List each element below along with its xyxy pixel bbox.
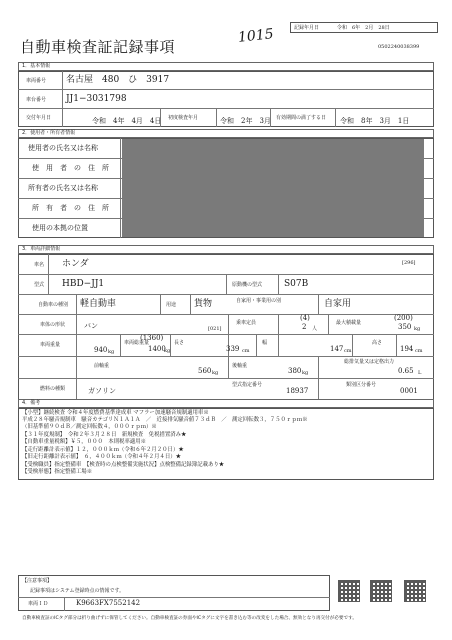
displacement-value: 0.65 bbox=[398, 367, 414, 375]
issue-date-value: 令和 4年 4月 4日 bbox=[92, 117, 162, 125]
section-notes-header: 4．備考 bbox=[18, 399, 434, 408]
qr-code-icon bbox=[370, 580, 392, 602]
body-shape-code: [021] bbox=[208, 326, 222, 332]
gross-weight-label: 車両総重量 bbox=[124, 340, 150, 346]
width-unit: cm bbox=[344, 348, 352, 354]
capacity-value-bracket: (4) bbox=[300, 314, 310, 322]
vehicle-kind-value: 軽自動車 bbox=[80, 299, 117, 309]
gross-weight-value: 1400 bbox=[148, 345, 166, 353]
height-label: 高さ bbox=[372, 340, 383, 346]
vehicle-kind-label: 自動車の種別 bbox=[38, 302, 69, 308]
engine-model-label: 原動機の型式 bbox=[232, 282, 263, 288]
private-business-value: 自家用 bbox=[324, 299, 352, 309]
private-business-label: 自家用・事業用の別 bbox=[236, 298, 282, 304]
body-shape-label: 車体の形状 bbox=[40, 322, 66, 328]
record-date-box bbox=[290, 22, 438, 33]
capacity-value: 2 bbox=[302, 323, 307, 331]
note-line: 【小型】継続検査 令和４年度燃費基準達成車 マフラー加速騒音規制適用車※ bbox=[22, 410, 209, 416]
rear-axle-unit: kg bbox=[302, 370, 309, 376]
classification-value: 0001 bbox=[400, 387, 418, 395]
engine-model-value: S07B bbox=[284, 279, 309, 289]
record-date-value: 令和 6年 2月 28日 bbox=[337, 25, 390, 31]
vehicle-id-label: 車両ＩＤ bbox=[28, 601, 49, 607]
user-address-label: 使 用 者 の 住 所 bbox=[32, 164, 109, 172]
qr-code-icon bbox=[338, 580, 360, 602]
width-label: 幅 bbox=[262, 340, 268, 346]
fuel-type-label: 燃料の種類 bbox=[40, 386, 66, 392]
note-line: 【受検形態】指定整備工場※ bbox=[22, 469, 93, 475]
owner-name-label: 所有者の氏名又は名称 bbox=[28, 184, 98, 192]
chassis-value: JJ1−3031798 bbox=[66, 94, 127, 104]
gross-weight-unit: kg bbox=[164, 348, 171, 354]
section-basic-header: 1．基本情報 bbox=[18, 62, 434, 71]
length-value: 339 bbox=[226, 345, 240, 353]
displacement-unit: L bbox=[418, 370, 422, 376]
note-line: 【走行距離計表示値】１２，０００ｋｍ（令和６年２月２０日）★ bbox=[22, 447, 184, 453]
width-value: 147 bbox=[330, 345, 344, 353]
user-name-label: 使用者の氏名又は名称 bbox=[28, 144, 98, 152]
capacity-unit: 人 bbox=[312, 326, 318, 332]
section-owner-header: 2．使用者・所有者情報 bbox=[18, 129, 434, 138]
note-line: 【旧走行距離計表示値】 ６，４００ｋｍ（令和４年２月４日）★ bbox=[22, 454, 182, 460]
expiry-value: 令和 8年 3月 1日 bbox=[340, 117, 410, 125]
use-value: 貨物 bbox=[194, 299, 213, 309]
model-value: HBD−JJ1 bbox=[62, 279, 105, 289]
gross-weight-value-bracket: (1360) bbox=[140, 334, 164, 342]
document-title: 自動車検査証記録事項 bbox=[20, 38, 176, 56]
max-load-label: 最大積載量 bbox=[336, 320, 362, 326]
notice-text: 記録事項はシステム登録時点の情報です。 bbox=[30, 588, 125, 594]
note-line: 【受検職員】指定整備車 【検査時の点検整備実施状況】点検整備記録簿記載あり★ bbox=[22, 462, 225, 468]
front-axle-label: 前軸重 bbox=[94, 363, 110, 369]
make-value: ホンダ bbox=[62, 259, 89, 269]
model-label: 型式 bbox=[34, 282, 45, 288]
displacement-label: 総排気量又は定格出力 bbox=[344, 359, 395, 365]
note-line: （旧基準値９０ｄＢ／測定回転数４，０００ｒｐｍ）※ bbox=[22, 424, 157, 430]
note-line: 【３１年度規制】 令和２年３月２８日 新規検査 免税措置済み★ bbox=[22, 432, 187, 438]
first-registration-value: 令和 2年 3月 bbox=[220, 117, 271, 125]
height-unit: cm bbox=[415, 348, 423, 354]
owner-address-label: 所 有 者 の 住 所 bbox=[32, 204, 109, 212]
front-axle-value: 560 bbox=[198, 367, 212, 375]
expiry-label: 有効期間の満了する日 bbox=[276, 115, 327, 121]
max-load-value: 350 bbox=[398, 323, 412, 331]
capacity-label: 乗車定員 bbox=[236, 320, 257, 326]
classification-label: 類別区分番号 bbox=[346, 382, 377, 388]
rear-axle-label: 後軸重 bbox=[232, 363, 248, 369]
vehicle-id-value: K9663FX7552142 bbox=[76, 599, 141, 607]
height-value: 194 bbox=[400, 345, 414, 353]
redacted-personal-info bbox=[122, 139, 424, 237]
type-designation-value: 18937 bbox=[286, 387, 309, 395]
use-label: 用途 bbox=[166, 302, 177, 308]
chassis-label: 車台番号 bbox=[26, 97, 47, 103]
note-line: 【自動車重量税額】￥５，０００ 本則税率適用※ bbox=[22, 439, 146, 445]
make-label: 車名 bbox=[34, 262, 45, 268]
section-vehicle-header: 3．車両詳細情報 bbox=[18, 245, 434, 254]
length-unit: cm bbox=[242, 348, 250, 354]
fuel-type-value: ガソリン bbox=[88, 387, 116, 395]
bottom-notice: 自動車検査証のICタグ部分は折り曲げずに保管してください。自動車検査証の券面やICタグに文字を書き込む等の改変をした場合、無効となり再交付が必要です。 bbox=[22, 616, 357, 621]
base-location-label: 使用の本拠の位置 bbox=[32, 224, 88, 232]
make-code: [296] bbox=[402, 260, 416, 266]
note-line: 平成２８年騒音規制車 騒音カテゴリＮ１Ａ１Ａ ／ 近接排気騒音値７３ｄＢ ／ 測定回転数３，７５０ｒｐｍ※ bbox=[22, 417, 308, 423]
registration-label: 車両番号 bbox=[26, 78, 47, 84]
first-registration-label: 初度検査年月 bbox=[168, 115, 199, 121]
front-axle-unit: kg bbox=[212, 370, 219, 376]
issue-date-label: 交付年月日 bbox=[26, 115, 52, 121]
vehicle-weight-unit: kg bbox=[108, 349, 115, 355]
length-label: 長さ bbox=[174, 340, 185, 346]
body-shape-value: バン bbox=[84, 322, 98, 330]
qr-code-icon bbox=[404, 580, 426, 602]
max-load-unit: kg bbox=[414, 326, 421, 332]
max-load-value-bracket: (200) bbox=[394, 314, 413, 322]
type-designation-label: 型式指定番号 bbox=[232, 382, 263, 388]
handwritten-number: 1015 bbox=[237, 26, 275, 46]
vehicle-weight-label: 車両重量 bbox=[40, 342, 61, 348]
registration-value: 名古屋 480 ひ 3917 bbox=[66, 75, 170, 85]
notice-label: 【注意事項】 bbox=[22, 578, 53, 584]
rear-axle-value: 380 bbox=[288, 367, 302, 375]
document-number: 0502240038399 bbox=[378, 44, 420, 50]
record-date-label: 記録年月日 bbox=[294, 25, 320, 31]
vehicle-weight-value: 940 bbox=[94, 346, 108, 354]
